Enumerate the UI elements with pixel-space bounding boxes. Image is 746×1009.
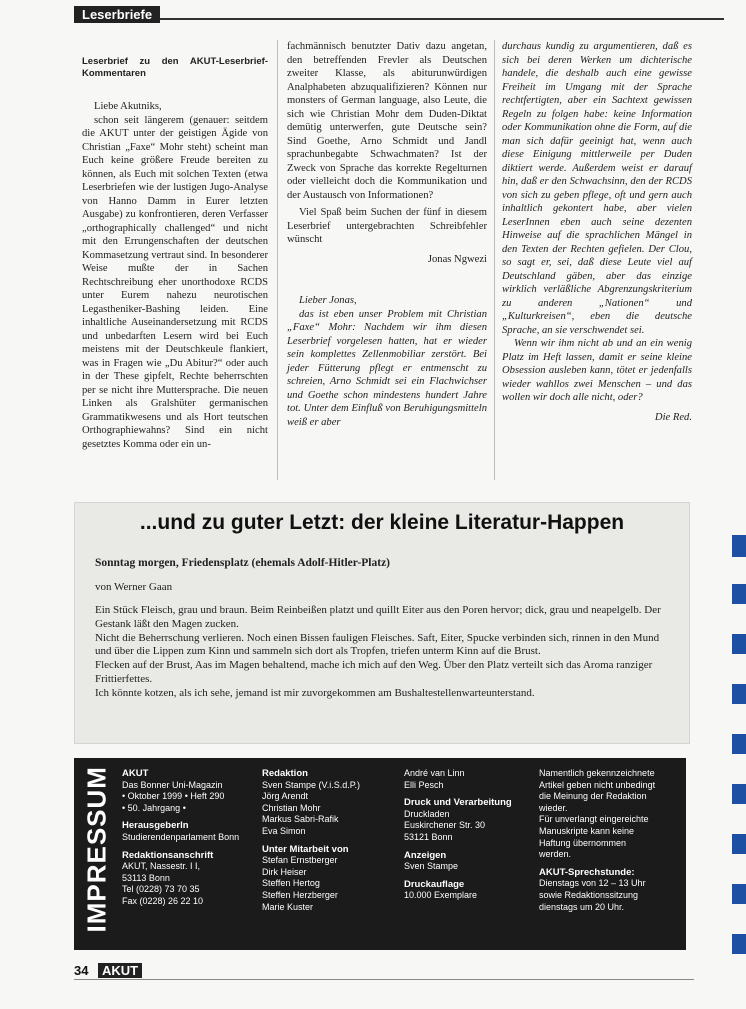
edge-stripe	[732, 584, 746, 604]
impressum-line: sowie Redaktionssitzung	[539, 889, 639, 900]
impressum-line: Sven Stampe (V.i.S.d.P.)	[262, 779, 361, 790]
header-rule	[74, 18, 724, 20]
impressum-line: Steffen Hertog	[262, 878, 320, 889]
impressum-heading: AKUT-Sprechstunde:	[539, 866, 635, 878]
impressum-line: 53113 Bonn	[122, 872, 170, 883]
impressum-line: • Oktober 1999 • Heft 290	[122, 791, 225, 802]
impressum-line: wieder.	[539, 802, 568, 813]
reply-greeting: Lieber Jonas,	[299, 295, 357, 306]
edge-stripe	[732, 834, 746, 854]
impressum-line: 10.000 Exemplare	[404, 890, 478, 901]
impressum-line: Marie Kuster	[262, 901, 314, 912]
edge-stripe	[732, 535, 746, 557]
edge-stripe	[732, 784, 746, 804]
impressum-heading: Herausgeberln	[122, 820, 189, 832]
literature-line: Nicht die Beherrschung verlieren. Noch einen Bissen fauligen Fleisches. Saft, Eiter, Spucke verbinden sich, rinnen in den Mund und über die Lippen zum Kinn und sammeln sich dort als Tropfen, triefen unterm Kinn auf die Brust.	[95, 631, 660, 658]
impressum-line: Sven Stampe	[404, 861, 459, 872]
literature-box	[74, 502, 690, 744]
impressum-line: Dirk Heiser	[262, 866, 307, 877]
impressum-heading: Redaktion	[262, 768, 308, 779]
impressum-line: Elli Pesch	[404, 779, 444, 790]
impressum-line: werden.	[539, 849, 572, 860]
letter-signature: Jonas Ngwezi	[427, 253, 487, 265]
edge-stripe	[732, 734, 746, 754]
edge-stripe	[732, 634, 746, 654]
impressum-line: Eva Simon	[262, 825, 306, 836]
reply-body-3: Wenn wir ihm nicht ab und an ein wenig Platz im Heft lassen, damit er seine kleine Obsession ausleben kann, tötet er jedenfalls wieder wahllos zwei Menschen – und das wollen wir doch alle nicht, oder?	[502, 338, 692, 403]
literature-text	[95, 604, 675, 701]
impressum-line: Für unverlangt eingereichte	[539, 814, 649, 825]
impressum-column-4	[539, 768, 681, 913]
impressum-line: Manuskripte kann keine	[539, 825, 635, 836]
letter-body-1: schon seit längerem (genauer: seitdem die AKUT unter der geistigen Ägide von Christian „Faxe“ Mohr steht) scheint man Euch keine größere Freude bereiten zu können, als Euch mit solchen Texten (etwa Leserbriefen wie der lustigen Jugo-Analyse von Hanno Damm in Eurer letzten Ausgabe) zu konfrontieren, deren Verfasser „orthographically challenged“ und nicht mit den Errungenschaften der deutschen Kommasetzung vertraut sind. In besonderer Weise mußte der in Sachen Rechtschreibung eher unorthodoxe RCDS unter Eurem nahezu neurotischen Legastheniker-Bashing leiden. Eine inhaltliche Auseinandersetzung mit RCDS und unbedarften Lesern wird bei Euch meistens mit der Deutschkeule flankiert, was in Fragen wie „Du Abitur?“ oder auch in der These gipfelt, Rechte beherrschten per se nicht ihre Muttersprache. Die neuen Linken als Gralshüter germanischen Grammatikwesens und als Hort teutschen Orthographiewahns? Sind ein nicht gesetztes Komma oder ein un-	[82, 114, 268, 450]
impressum-line: Das Bonner Uni-Magazin	[122, 779, 223, 790]
impressum-heading: AKUT	[122, 768, 149, 779]
letter-heading: Leserbrief zu den AKUT-Leserbrief-Kommentaren	[82, 56, 268, 79]
impressum-line: Fax (0228) 26 22 10	[122, 895, 204, 906]
impressum-line: • 50. Jahrgang •	[122, 802, 186, 813]
impressum-column-3	[404, 768, 538, 902]
impressum-line: Artikel geben nicht unbedingt	[539, 779, 656, 790]
literature-line: Flecken auf der Brust, Aas im Magen behaltend, mache ich mich auf den Weg. Über den Platz verteilt sich das Aroma ranziger Frittierfettes.	[95, 659, 653, 685]
impressum-line: Euskirchener Str. 30	[404, 820, 486, 831]
impressum-heading: Unter Mitarbeit von	[262, 843, 349, 855]
footer-logo: AKUT	[98, 963, 142, 978]
edge-stripe	[732, 934, 746, 954]
section-label: Leserbriefe	[74, 6, 160, 23]
literature-line: Ich könnte kotzen, als ich sehe, jemand ist mir zuvorgekommen am Bushaltestellenwarteunterstand.	[95, 686, 535, 699]
literature-title: ...und zu guter Letzt: der kleine Literatur-Happen	[139, 511, 625, 534]
footer-rule	[74, 979, 694, 980]
impressum-heading: Anzeigen	[404, 849, 447, 861]
impressum-line: Studierendenparlament Bonn	[122, 831, 240, 842]
literature-author: von Werner Gaan	[95, 581, 173, 593]
letter-closing: Viel Spaß beim Suchen der fünf in diesem Leserbrief untergebrachten Schreibfehler wünscht	[287, 207, 487, 245]
letter-greeting: Liebe Akutniks,	[94, 101, 162, 112]
impressum-line: AKUT, Nassestr. I I,	[122, 861, 201, 872]
letter-body-2: fachmännisch benutzter Dativ dazu angetan, den betreffenden Frevler als Deutschen zweiter Klasse, als abiturunwürdigen Analphabeten abzuqualifizieren? Können nur monsters of German language, also Leute, die sich wie Christian Mohr dem Duden-Diktat demütig unterwerfen, gute Deutsche sein? Sind Goethe, Arno Schmidt und Jandl sprachunbegabte Schwachmaten? Ist der Zweck von Sprache das korrekte Regelturnen oder vielleicht doch die Kommunikation und der Austausch von Informationen?	[287, 41, 487, 201]
literature-subtitle: Sonntag morgen, Friedensplatz (ehemals Adolf-Hitler-Platz)	[95, 557, 391, 569]
impressum-line: 53121 Bonn	[404, 831, 453, 842]
edge-stripe	[732, 684, 746, 704]
impressum-line: die Meinung der Redaktion	[539, 791, 647, 802]
impressum-line: dienstags um 20 Uhr.	[539, 901, 625, 912]
impressum-heading: Redaktionsanschrift	[122, 849, 214, 861]
impressum-line: Tel (0228) 73 70 35	[122, 884, 200, 895]
impressum-line: Stefan Ernstberger	[262, 855, 338, 866]
letter-column-3	[502, 40, 692, 424]
impressum-column-2	[262, 768, 400, 913]
letter-column-2	[287, 40, 487, 429]
impressum-line: Christian Mohr	[262, 802, 321, 813]
letter-column-1	[82, 56, 268, 451]
impressum-box	[74, 758, 686, 950]
impressum-heading: Druckauflage	[404, 878, 465, 890]
edge-stripe	[732, 884, 746, 904]
page-number: 34	[74, 963, 89, 978]
impressum-heading: Druck und Verarbeitung	[404, 797, 512, 809]
impressum-line: Jörg Arendt	[262, 791, 309, 802]
impressum-line: Namentlich gekennzeichnete	[539, 768, 655, 778]
impressum-line: Dienstags von 12 – 13 Uhr	[539, 878, 646, 889]
column-divider	[277, 40, 278, 480]
impressum-column-1	[122, 768, 254, 908]
impressum-line: Druckladen	[404, 808, 450, 819]
column-divider	[494, 40, 495, 480]
reply-body-2: durchaus kundig zu argumentieren, daß es sich bei deren Werken um dichterische handele, die deshalb auch eine gewisse Freiheit im Umgang mit der Sprache rechtfertigten, aber ein Sachtext gewissen Regeln zu folgen habe: keine Information oder Kommunikation ohne die Form, auf die man sich dafür geeinigt hat, wenn auch diese Einigung mittlerweile per Duden diktiert werde. Außerdem weist er darauf hin, daß er den Schwachsinn, den der RCDS von sich zu geben pflege, oft und gern auch inhaltlich gekontert habe, aber vielen LeserInnen eben auch seine dezenten Hinweise auf die sprachlichen Mängel in den Texten der Rechten gefielen. Der Clou, so sagt er, sei, daß diese Leute viel auf Deutschland gäben, aber das einzige wirklich verläßliche Abgrenzungskriterium zu anderen „Nationen“ und „Kulturkreisen“, eben die deutsche Sprache, an sie verschwendet sei.	[502, 41, 692, 336]
impressum-line: Haftung übernommen	[539, 837, 627, 848]
reply-body-1: das ist eben unser Problem mit Christian „Faxe“ Mohr: Nachdem wir ihm diesen Leserbrief vorgelesen hatten, hat er wieder sein komplettes Zellenmobiliar zerstört. Bei jeder Fütterung pflegt er entmenscht zu schreien, Arno Schmidt sei ein Flachwichser und Goethe schon mindestens hundert Jahre tot. Unter dem Einfluß von Beruhigungsmitteln weiß er aber	[287, 308, 487, 428]
impressum-vertical-title: IMPRESSUM	[81, 766, 112, 933]
reply-signature: Die Red.	[654, 411, 692, 423]
impressum-line: Markus Sabri-Rafik	[262, 814, 339, 825]
literature-line: Ein Stück Fleisch, grau und braun. Beim Reinbeißen platzt und quillt Eiter aus den Poren hervor; dick, grau und neapelgelb. Der Gestank läßt den Magen zucken.	[95, 604, 661, 630]
impressum-line: André van Linn	[404, 768, 465, 778]
impressum-line: Steffen Herzberger	[262, 889, 338, 900]
